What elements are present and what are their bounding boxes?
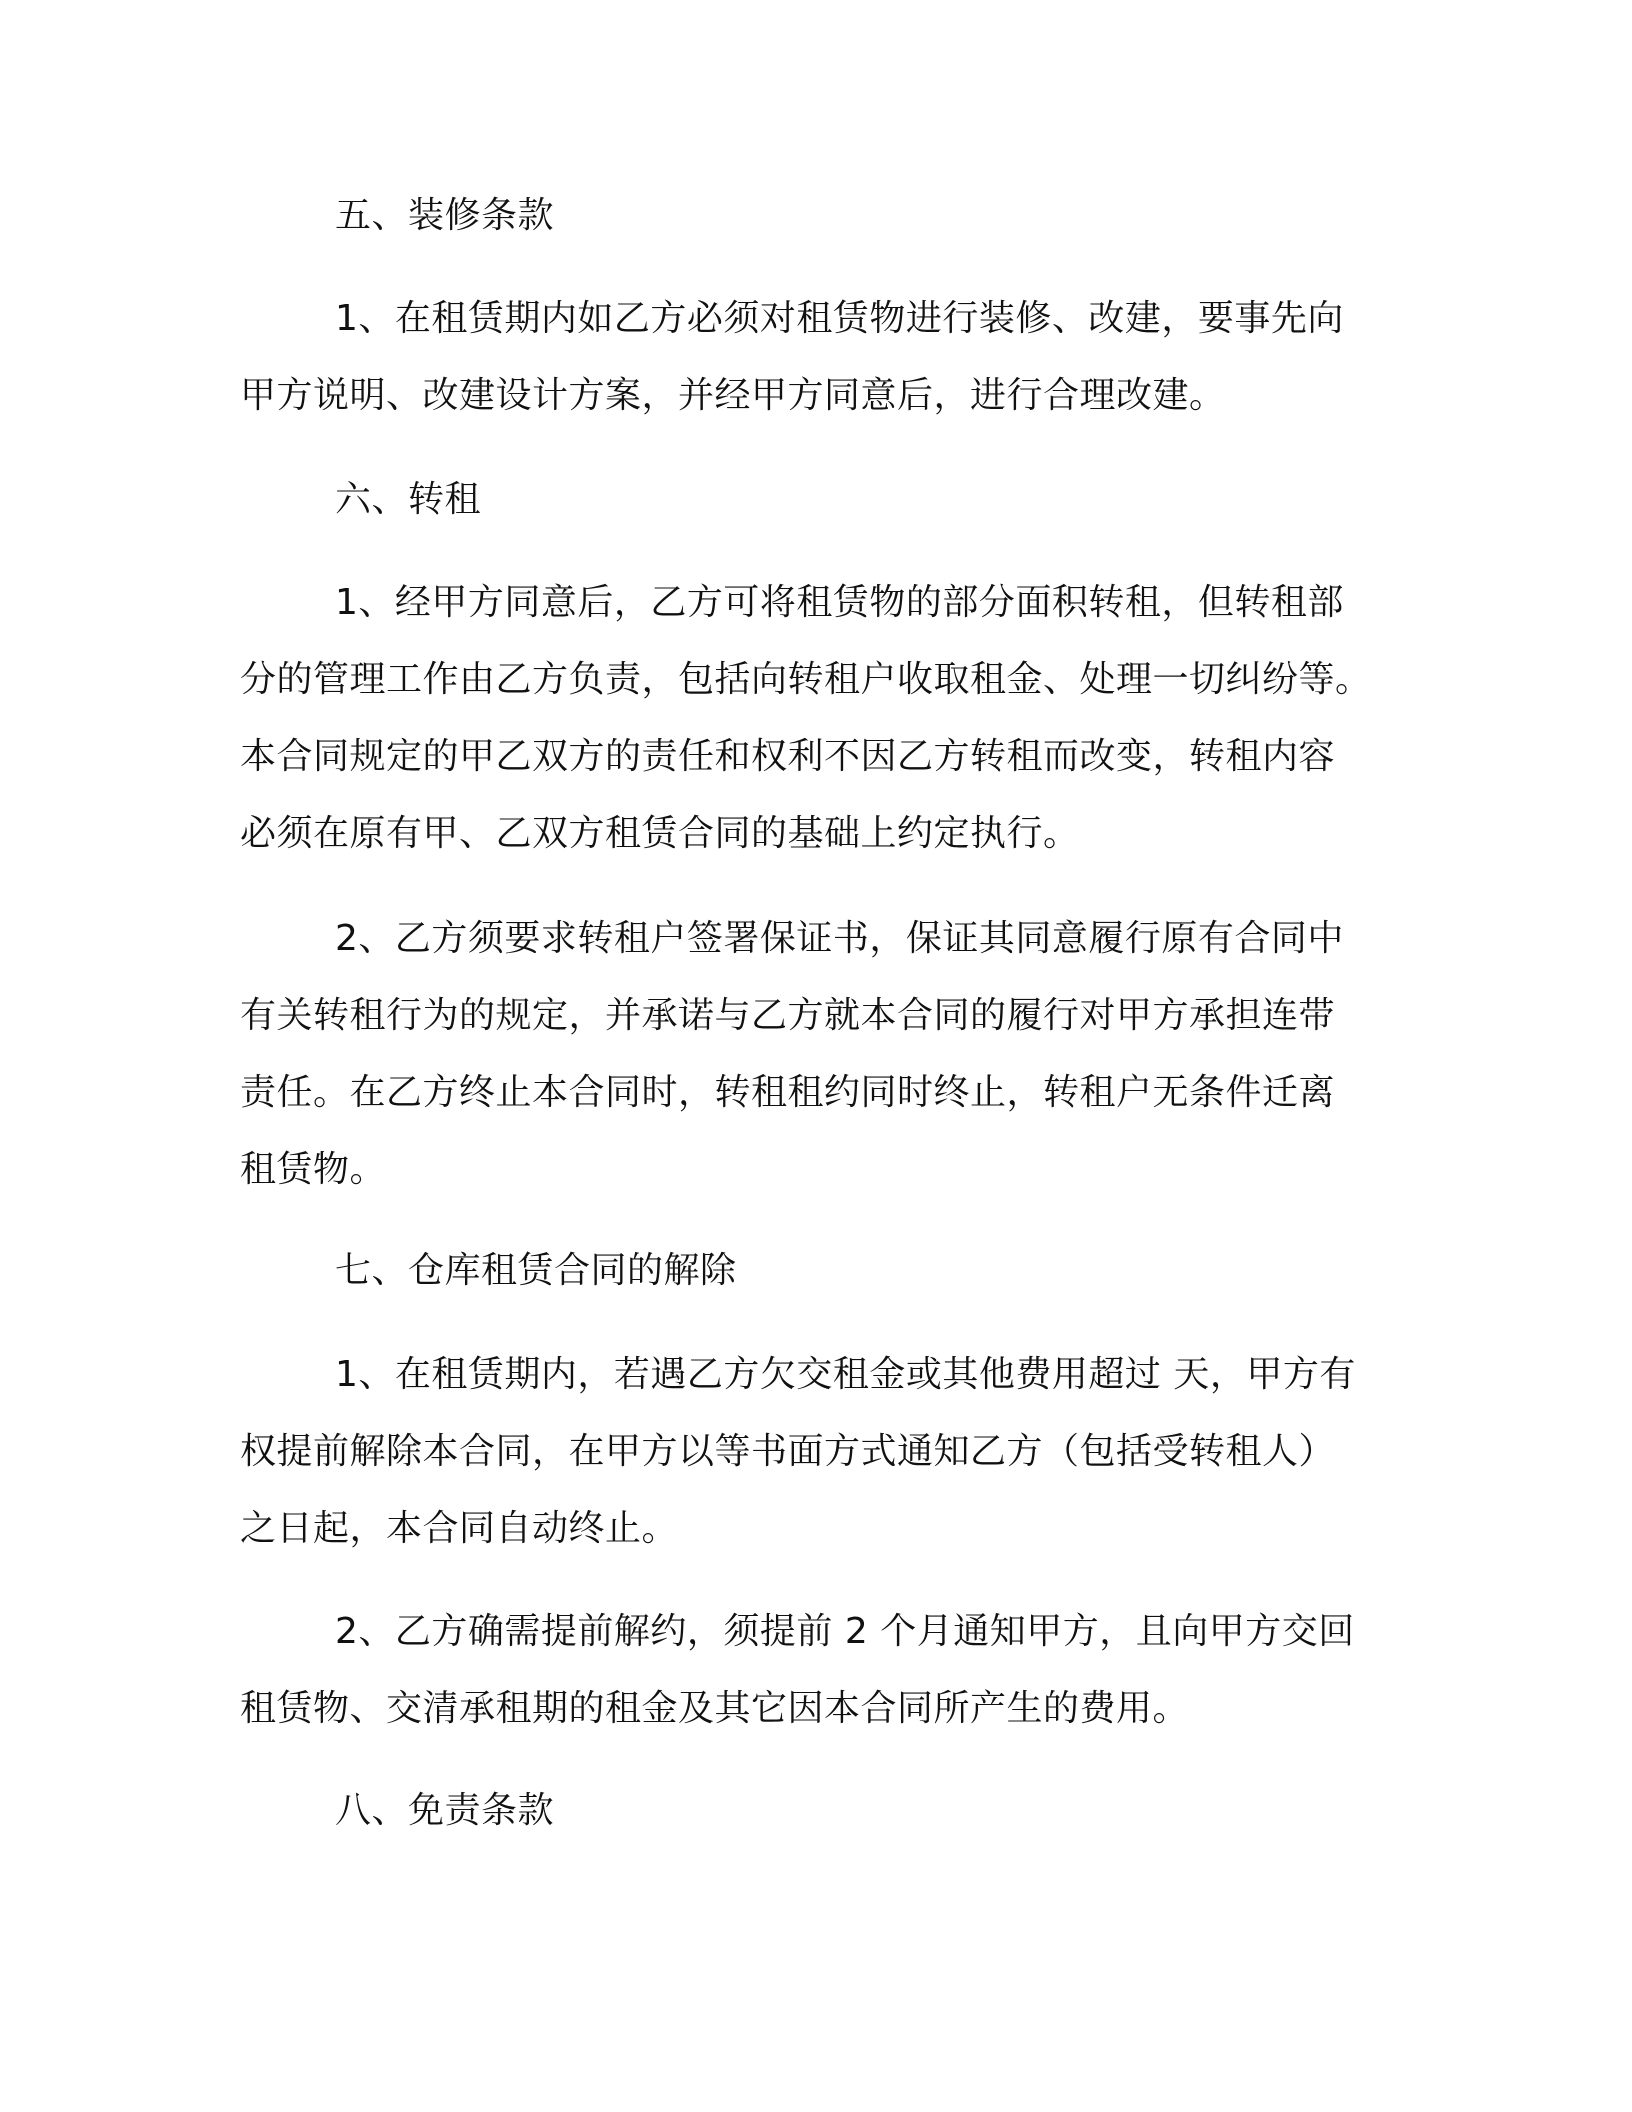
paragraph-line: 之日起，本合同自动终止。 [240, 1508, 679, 1549]
paragraph-line: 甲方说明、改建设计方案，并经甲方同意后，进行合理改建。 [240, 375, 1226, 416]
paragraph-line: 2、乙方确需提前解约，须提前 2 个月通知甲方，且向甲方交回 [335, 1611, 1355, 1652]
section-heading: 六、转租 [335, 479, 482, 520]
paragraph-line: 租赁物。 [240, 1149, 387, 1190]
paragraph-line: 1、在租赁期内如乙方必须对租赁物进行装修、改建，要事先向 [335, 298, 1344, 339]
paragraph-line: 责任。在乙方终止本合同时，转租租约同时终止，转租户无条件迁离 [240, 1072, 1336, 1113]
section-heading: 八、免责条款 [335, 1790, 555, 1831]
paragraph-line: 租赁物、交清承租期的租金及其它因本合同所产生的费用。 [240, 1688, 1190, 1729]
paragraph-line: 1、经甲方同意后，乙方可将租赁物的部分面积转租，但转租部 [335, 582, 1344, 623]
section-heading: 七、仓库租赁合同的解除 [335, 1250, 737, 1291]
paragraph-line: 1、在租赁期内，若遇乙方欠交租金或其他费用超过 天，甲方有 [335, 1354, 1356, 1395]
paragraph-line: 分的管理工作由乙方负责，包括向转租户收取租金、处理一切纠纷等。 [240, 659, 1372, 700]
paragraph-line: 2、乙方须要求转租户签署保证书，保证其同意履行原有合同中 [335, 918, 1344, 959]
paragraph-line: 本合同规定的甲乙双方的责任和权利不因乙方转租而改变，转租内容 [240, 736, 1336, 777]
paragraph-line: 有关转租行为的规定，并承诺与乙方就本合同的履行对甲方承担连带 [240, 995, 1336, 1036]
paragraph-line: 必须在原有甲、乙双方租赁合同的基础上约定执行。 [240, 813, 1080, 854]
section-heading: 五、装修条款 [335, 195, 555, 236]
paragraph-line: 权提前解除本合同，在甲方以等书面方式通知乙方（包括受转租人） [240, 1431, 1336, 1472]
